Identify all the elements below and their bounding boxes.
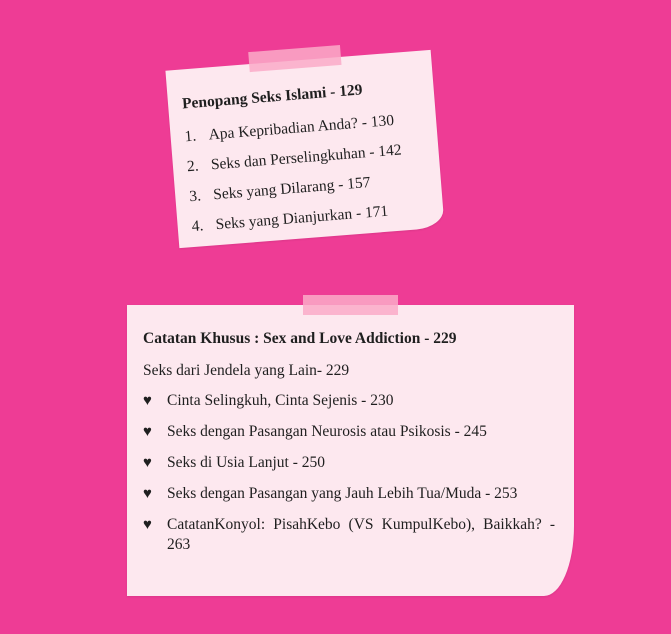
heart-icon: ♥	[143, 455, 152, 471]
item-text: Apa Kepribadian Anda? - 130	[207, 111, 395, 144]
heart-icon: ♥	[143, 517, 152, 533]
item-text: Seks yang Dianjurkan - 171	[215, 202, 389, 234]
item-number: 4.	[191, 217, 204, 236]
heart-icon: ♥	[143, 424, 152, 440]
item-text: Cinta Selingkuh, Cinta Sejenis - 230	[167, 392, 394, 409]
tape-strip	[248, 45, 341, 72]
note-title: Penopang Seks Islami - 129	[181, 81, 364, 113]
chapter-list	[143, 391, 555, 566]
item-text: Seks dengan Pasangan yang Jauh Lebih Tua/Muda - 253	[167, 485, 518, 502]
item-number: 1.	[184, 127, 197, 146]
item-number: 3.	[188, 187, 202, 206]
list-item	[143, 391, 555, 411]
list-item	[143, 484, 555, 504]
list-item	[143, 453, 555, 473]
chapter-list	[184, 111, 408, 248]
item-text: Seks di Usia Lanjut - 250	[167, 454, 325, 471]
heart-icon: ♥	[143, 486, 152, 502]
item-text: Seks dengan Pasangan Neurosis atau Psikosis - 245	[167, 423, 487, 440]
sticky-note-penopang	[165, 50, 444, 248]
note-title: Catatan Khusus : Sex and Love Addiction - 229	[143, 330, 457, 347]
tape-strip	[303, 295, 398, 315]
item-number: 2.	[186, 157, 200, 176]
item-text: Seks dan Perselingkuhan - 142	[210, 141, 403, 174]
heart-icon: ♥	[143, 393, 152, 409]
item-text: CatatanKonyol: PisahKebo (VS KumpulKebo), Baikkah? - 263	[167, 516, 555, 553]
list-item	[143, 515, 555, 555]
list-item	[143, 422, 555, 442]
sticky-note-catatan-khusus	[127, 305, 574, 596]
note-subtitle: Seks dari Jendela yang Lain- 229	[143, 362, 350, 379]
item-text: Seks yang Dilarang - 157	[212, 173, 372, 204]
